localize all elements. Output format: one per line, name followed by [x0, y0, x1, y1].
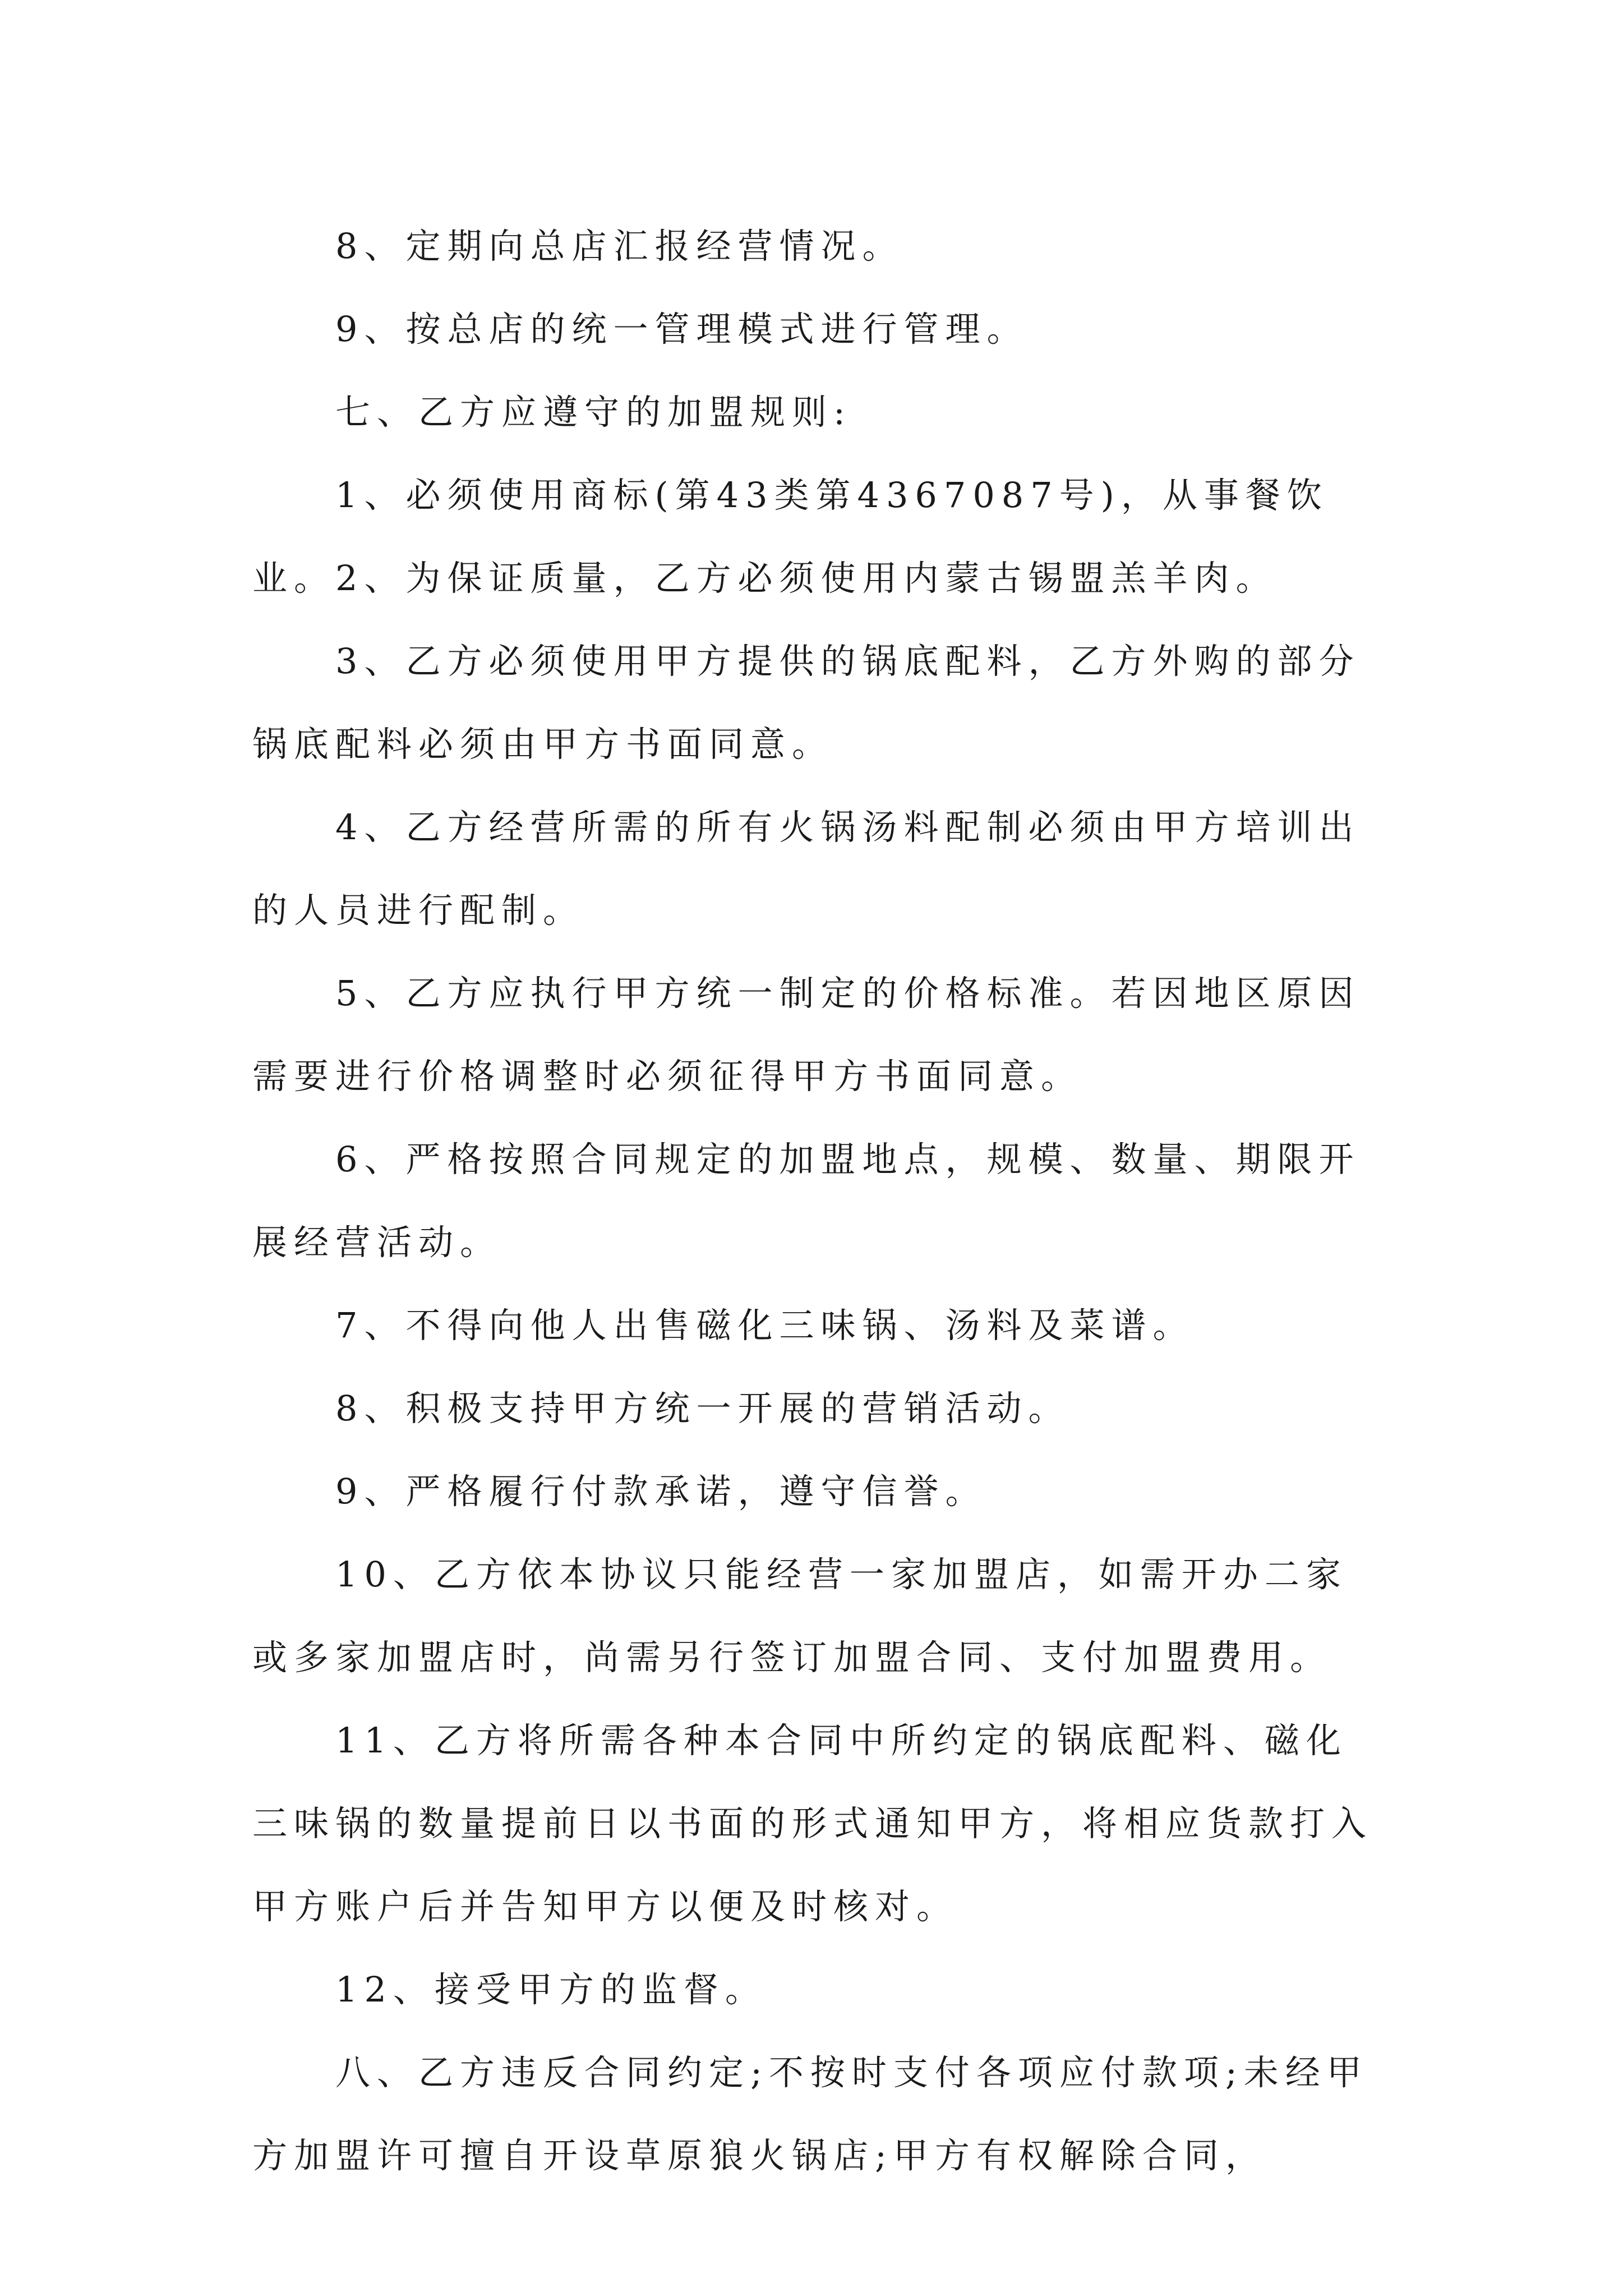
paragraph-8: 6、严格按照合同规定的加盟地点，规模、数量、期限开展经营活动。 — [252, 1139, 1361, 1263]
paragraph-10: 8、积极支持甲方统一开展的营销活动。 — [335, 1388, 1070, 1429]
paragraph-11: 9、严格履行付款承诺，遵守信誉。 — [335, 1471, 987, 1512]
paragraph-6: 4、乙方经营所需的所有火锅汤料配制必须由甲方培训出的人员进行配制。 — [252, 807, 1361, 931]
paragraph-9: 7、不得向他人出售磁化三味锅、汤料及菜谱。 — [335, 1305, 1195, 1346]
paragraph-3: 1、必须使用商标(第43类第4367087号)，从事餐饮业。 — [252, 475, 1329, 599]
paragraph-4: 2、为保证质量，乙方必须使用内蒙古锡盟羔羊肉。 — [335, 558, 1278, 599]
paragraph-14: 12、接受甲方的监督。 — [335, 1969, 767, 2010]
paragraph-1: 8、定期向总店汇报经营情况。 — [335, 226, 904, 266]
section-heading-7: 七、乙方应遵守的加盟规则: — [335, 392, 852, 432]
paragraph-12: 10、乙方依本协议只能经营一家加盟店，如需开办二家或多家加盟店时，尚需另行签订加盟合同、支付加盟费用。 — [252, 1554, 1348, 1678]
paragraph-7: 5、乙方应执行甲方统一制定的价格标准。若因地区原因需要进行价格调整时必须征得甲方书面同意。 — [252, 973, 1361, 1097]
paragraph-5: 3、乙方必须使用甲方提供的锅底配料，乙方外购的部分锅底配料必须由甲方书面同意。 — [252, 641, 1361, 765]
section-heading-8: 八、乙方违反合同约定;不按时支付各项应付款项;未经甲方加盟许可擅自开设草原狼火锅店;甲方有权解除合同， — [252, 2052, 1368, 2176]
paragraph-2: 9、按总店的统一管理模式进行管理。 — [335, 309, 1029, 349]
paragraph-13: 11、乙方将所需各种本合同中所约定的锅底配料、磁化三味锅的数量提前日以书面的形式通知甲方，将相应货款打入甲方账户后并告知甲方以便及时核对。 — [252, 1720, 1373, 1927]
